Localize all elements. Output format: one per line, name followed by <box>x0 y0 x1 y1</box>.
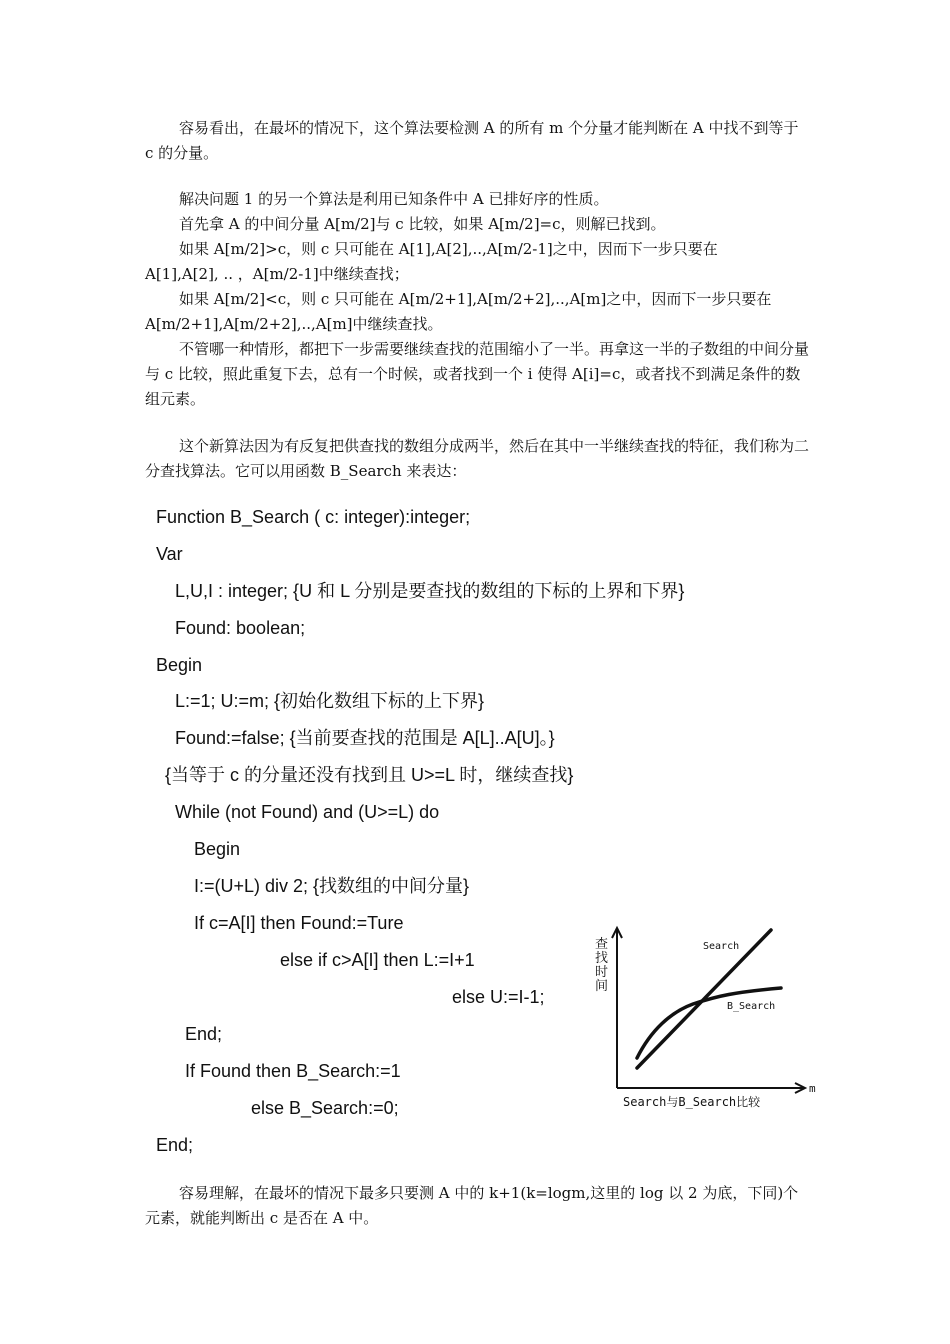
code-line: If Found then B_Search:=1 <box>185 1061 401 1081</box>
paragraph-less-case-line1: 如果 A[m/2]<c，则 c 只可能在 A[m/2+1],A[m/2+2],..,A[m]之中，因而下一步只要在 <box>179 290 772 308</box>
y-axis-label-char: 间 <box>595 979 609 994</box>
comparison-figure <box>585 920 825 1120</box>
code-line: else if c>A[I] then L:=I+1 <box>280 950 475 970</box>
y-axis-label-char: 时 <box>595 965 609 980</box>
paragraph-binary-idea: 解决问题 1 的另一个算法是利用已知条件中 A 已排好序的性质。 <box>179 190 609 208</box>
search-curve-label: Search <box>703 941 740 952</box>
y-axis-label <box>595 936 616 994</box>
figure-caption: Search与B_Search比较 <box>623 1095 761 1109</box>
code-line: else U:=I-1; <box>452 987 545 1007</box>
code-line: Begin <box>156 655 203 675</box>
code-line: Found: boolean; <box>175 618 306 638</box>
paragraph-greater-case-line1: 如果 A[m/2]>c，则 c 只可能在 A[1],A[2],..,A[m/2-1]之中，因而下一步只要在 <box>179 240 718 258</box>
paragraph-less-case-line2: A[m/2+1],A[m/2+2],..,A[m]中继续查找。 <box>145 315 443 333</box>
code-line: End; <box>185 1024 223 1044</box>
code-line: I:=(U+L) div 2; {找数组的中间分量} <box>194 876 470 896</box>
code-line: Function B_Search ( c: integer):integer; <box>156 507 471 527</box>
y-axis-label-char: 查 <box>595 937 609 952</box>
paragraph-compare-middle: 首先拿 A 的中间分量 A[m/2]与 c 比较，如果 A[m/2]=c，则解已找到。 <box>179 215 666 233</box>
code-line: {当等于 c 的分量还没有找到且 U>=L 时，继续查找} <box>165 765 574 785</box>
code-line: While (not Found) and (U>=L) do <box>175 802 440 822</box>
code-line: else B_Search:=0; <box>251 1098 399 1118</box>
b-search-curve-label: B_Search <box>727 1001 776 1012</box>
code-line: L:=1; U:=m; {初始化数组下标的上下界} <box>175 691 485 711</box>
code-line: L,U,I : integer; {U 和 L 分别是要查找的数组的下标的上界和下界} <box>175 581 685 601</box>
paragraph-complexity: 容易理解，在最坏的情况下最多只要测 A 中的 k+1(k=logm,这里的 log 以 2 为底，下同)个元素，就能判断出 c 是否在 A 中。 <box>145 1184 799 1227</box>
paragraph-worst-case: 容易看出，在最坏的情况下，这个算法要检测 A 的所有 m 个分量才能判断在 A 中找不到等于 c 的分量。 <box>145 119 799 162</box>
paragraph-greater-case-line2: A[1],A[2], .. ，A[m/2-1]中继续查找； <box>145 265 409 283</box>
paragraph-b-search-intro: 这个新算法因为有反复把供查找的数组分成两半，然后在其中一半继续查找的特征，我们称为二分查找算法。它可以用函数 B_Search 来表达： <box>145 437 810 480</box>
code-line: Found:=false; {当前要查找的范围是 A[L]..A[U]。} <box>175 728 555 748</box>
code-line: Begin <box>194 839 241 859</box>
y-axis-label-char: 找 <box>595 951 609 966</box>
x-axis-label: m <box>809 1082 816 1095</box>
paragraph-halving: 不管哪一种情形，都把下一步需要继续查找的范围缩小了一半。再拿这一半的子数组的中间分量与 c 比较，照此重复下去，总有一个时候，或者找到一个 i 使得 A[i]=c，或者找不到满足条件的数组元素。 <box>145 340 810 408</box>
code-line: End; <box>156 1135 194 1155</box>
code-line: If c=A[I] then Found:=Ture <box>194 913 404 933</box>
code-line: Var <box>156 544 183 564</box>
